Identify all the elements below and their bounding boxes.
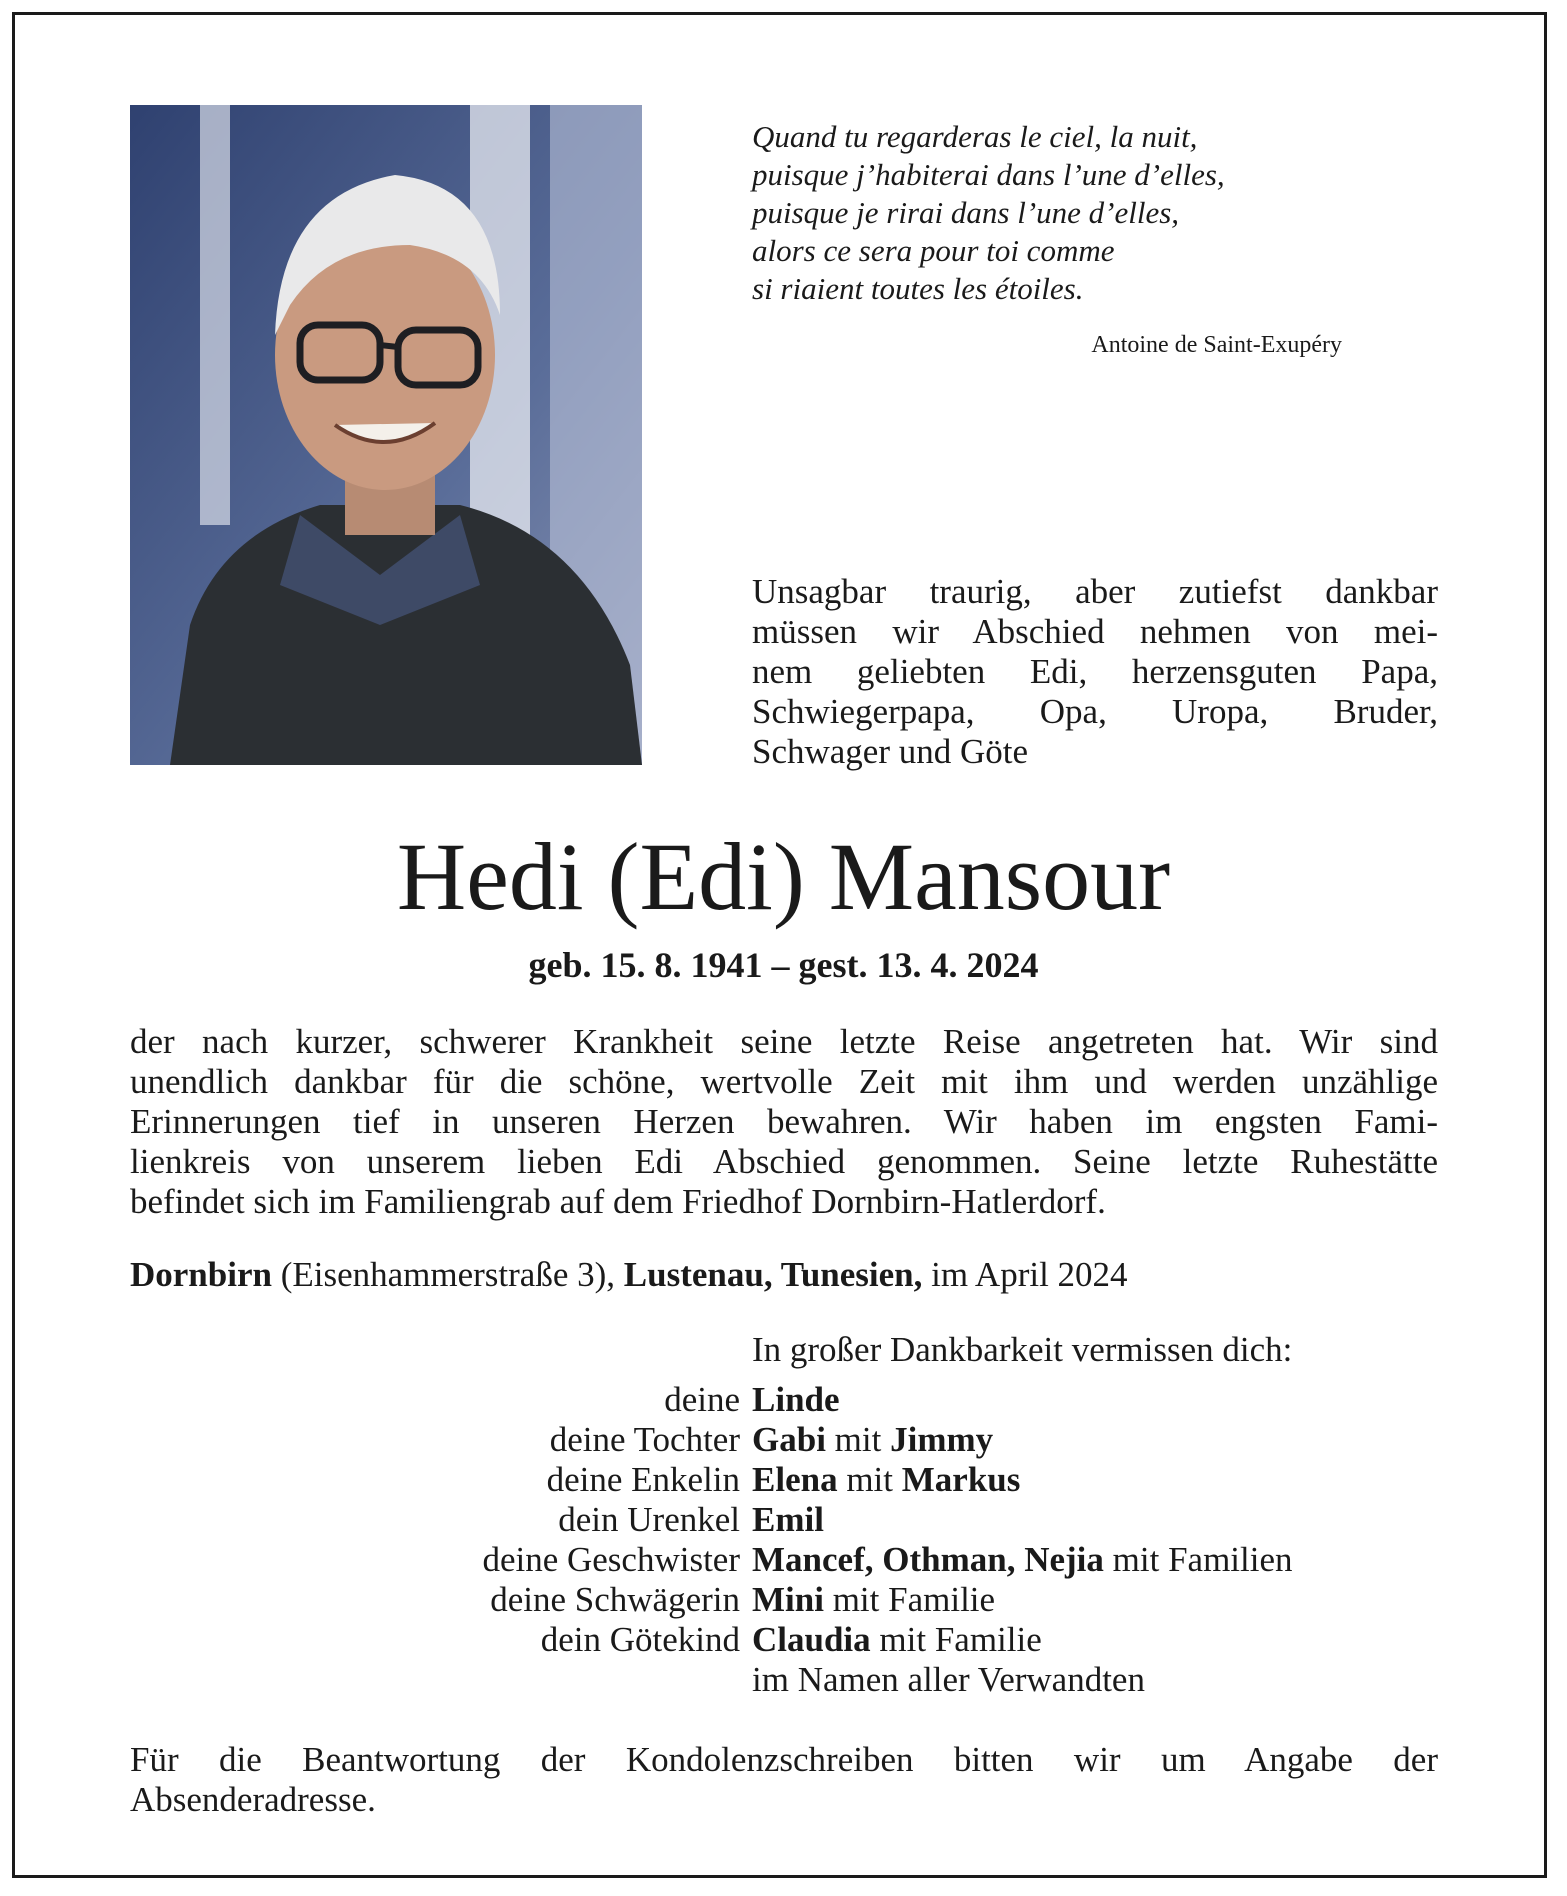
quote-line: puisque j’habiterai dans l’une d’elles, [752, 157, 1225, 192]
mourner-name: Elena [752, 1460, 838, 1499]
mourner-relation: deine Schwägerin [490, 1580, 740, 1619]
place-address: (Eisenhammerstraße 3), [271, 1255, 624, 1294]
body-line: befindet sich im Familiengrab auf dem Friedhof Dornbirn-Hatlerdorf. [130, 1182, 1106, 1221]
intro-paragraph [752, 572, 1438, 772]
mourner-name: Mini [752, 1580, 824, 1619]
body-line: unendlich dankbar für die schöne, wertvolle Zeit mit ihm und werden unzählige [130, 1062, 1438, 1101]
place-date-line [130, 1255, 1438, 1295]
footer-note [130, 1740, 1438, 1820]
place-city: Dornbirn [130, 1255, 272, 1294]
quote-author: Antoine de Saint-Exupéry [1091, 332, 1342, 358]
footer-line: Für die Beantwortung der Kondolenzschreiben bitten wir um Angabe der [130, 1740, 1438, 1779]
mourner-row [130, 1580, 1450, 1620]
quote-line: puisque je rirai dans l’une d’elles, [752, 195, 1180, 230]
mourner-row [130, 1500, 1450, 1540]
mourner-row [130, 1660, 1450, 1700]
quote [752, 118, 1352, 308]
footer-line: Absenderadresse. [130, 1780, 376, 1819]
intro-line: müssen wir Abschied nehmen von mei- [752, 612, 1438, 651]
mourner-row [130, 1620, 1450, 1660]
body-paragraph [130, 1022, 1438, 1222]
mourner-relation: deine [664, 1380, 740, 1419]
mourner-connector: mit [825, 1420, 891, 1459]
quote-line: alors ce sera pour toi comme [752, 233, 1115, 268]
body-line: der nach kurzer, schwerer Krankheit seine letzte Reise angetreten hat. Wir sind [130, 1022, 1438, 1061]
quote-line: si riaient toutes les étoiles. [752, 271, 1084, 306]
place-date: im April 2024 [922, 1255, 1128, 1294]
mourner-connector: im Namen aller Verwandten [752, 1660, 1145, 1699]
place-others: Lustenau, Tunesien, [623, 1255, 923, 1294]
intro-line: nem geliebten Edi, herzensguten Papa, [752, 652, 1438, 691]
mourner-connector: mit [837, 1460, 902, 1499]
mourner-relation: dein Götekind [540, 1620, 740, 1659]
mourner-name-2: Jimmy [890, 1420, 994, 1459]
intro-line: Schwager und Göte [752, 732, 1029, 771]
mourner-row [130, 1540, 1450, 1580]
mourner-connector: mit Familie [870, 1620, 1042, 1659]
portrait-photo [130, 105, 642, 765]
mourner-relation: deine Geschwister [482, 1540, 740, 1579]
intro-line: Unsagbar traurig, aber zutiefst dankbar [752, 572, 1438, 611]
mourner-row [130, 1420, 1450, 1460]
mourner-name: Emil [752, 1500, 824, 1539]
mourner-name-2: Markus [901, 1460, 1021, 1499]
intro-line: Schwiegerpapa, Opa, Uropa, Bruder, [752, 692, 1438, 731]
mourner-name: Linde [752, 1380, 840, 1419]
mourners-list [130, 1380, 1450, 1700]
quote-line: Quand tu regarderas le ciel, la nuit, [752, 119, 1198, 154]
mourner-relation [130, 1660, 752, 1700]
mourner-relation: deine Tochter [549, 1420, 740, 1459]
mourner-row [130, 1380, 1450, 1420]
mourner-name: Mancef, Othman, Nejia [752, 1540, 1104, 1579]
mourner-connector: mit Familie [823, 1580, 996, 1619]
life-dates: geb. 15. 8. 1941 – gest. 13. 4. 2024 [528, 945, 1039, 985]
mourner-relation: deine Enkelin [546, 1460, 740, 1499]
deceased-name: Hedi (Edi) Mansour [396, 823, 1171, 930]
body-line: lienkreis von unserem lieben Edi Abschied genommen. Seine letzte Ruhestätte [130, 1142, 1438, 1181]
mourner-relation: dein Urenkel [558, 1500, 740, 1539]
mourner-name: Claudia [752, 1620, 871, 1659]
mourner-row [130, 1460, 1450, 1500]
mourners-heading: In großer Dankbarkeit vermissen dich: [752, 1330, 1293, 1369]
body-line: Erinnerungen tief in unseren Herzen bewahren. Wir haben im engsten Fami- [130, 1102, 1438, 1141]
mourner-connector: mit Familien [1103, 1540, 1293, 1579]
mourner-name: Gabi [752, 1420, 826, 1459]
